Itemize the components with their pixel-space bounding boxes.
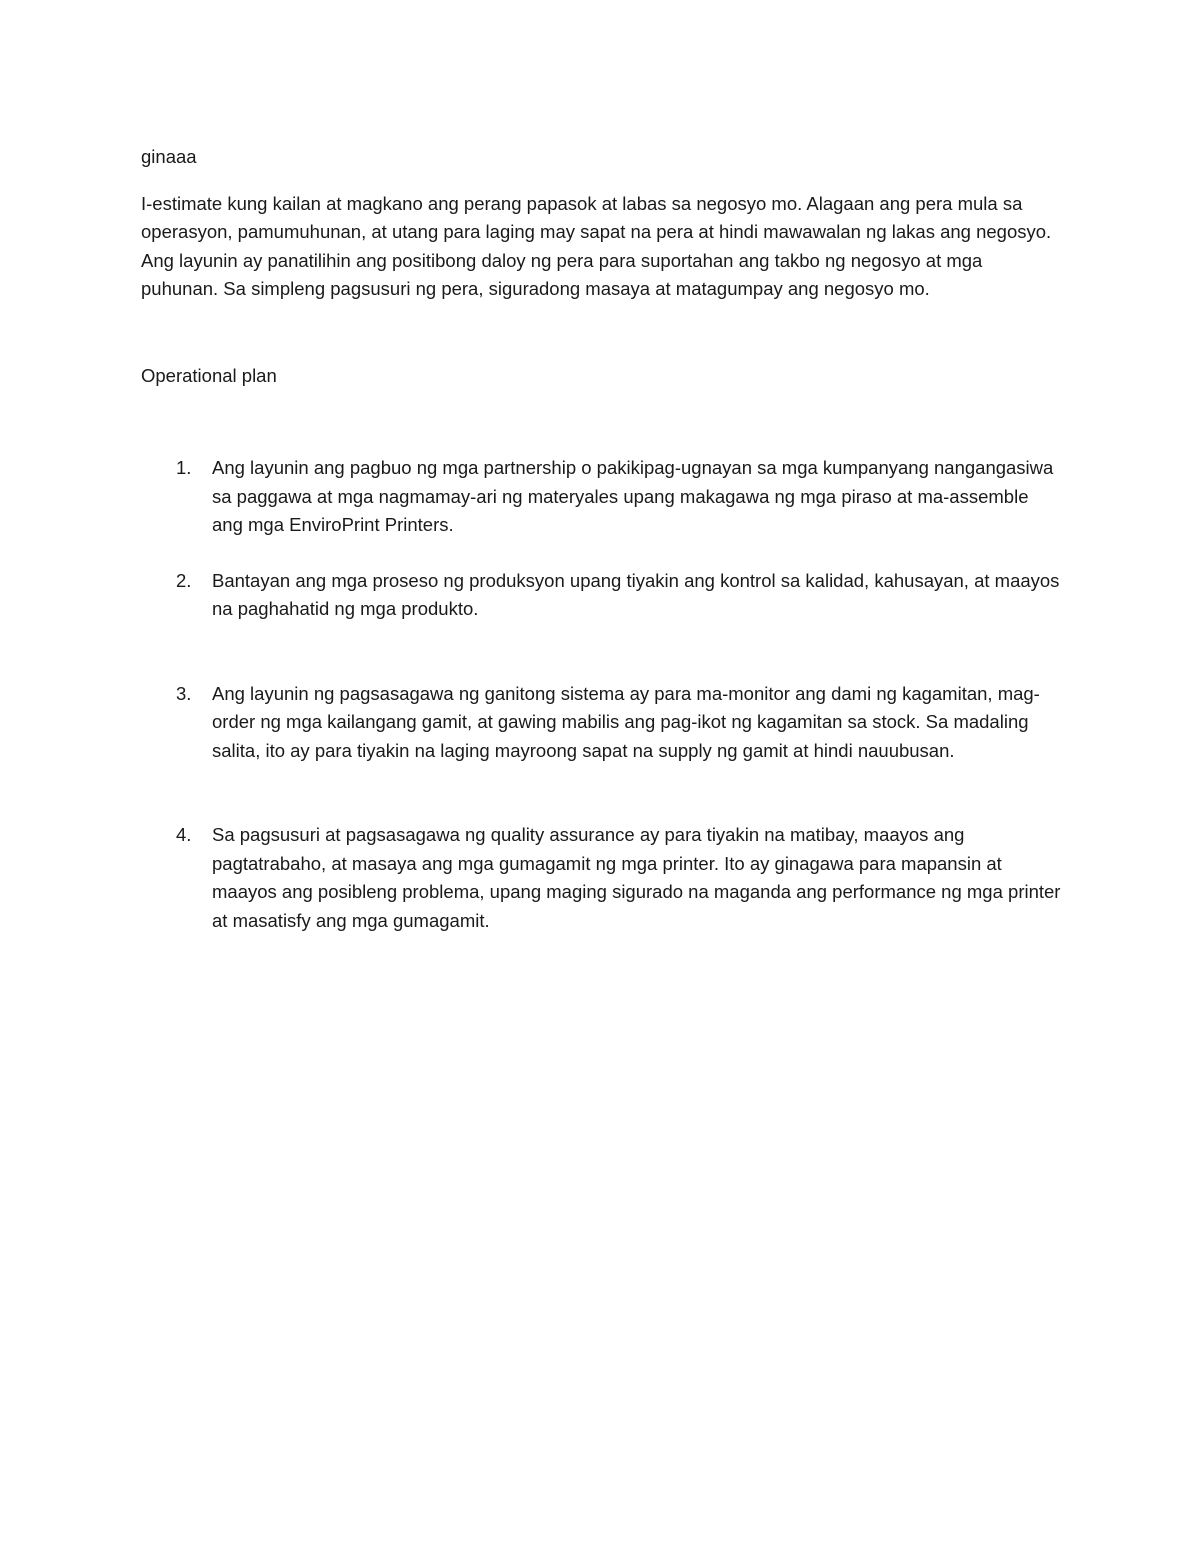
list-item-number: 2. bbox=[176, 569, 192, 591]
list-item-text: Ang layunin ng pagsasagawa ng ganitong sistema ay para ma-monitor ang dami ng kagamitan, mag-order ng mga kailangang gamit, at gawing mabilis ang pag-ikot ng kagamitan sa stock. Sa madaling salita, ito ay para tiyakin na laging mayroong sapat na supply ng gamit at hindi nauubusan. bbox=[212, 682, 1040, 761]
document-title: ginaaa bbox=[141, 146, 197, 167]
list-item-text: Bantayan ang mga proseso ng produksyon upang tiyakin ang kontrol sa kalidad, kahusayan, at maayos na paghahatid ng mga produkto. bbox=[212, 569, 1060, 619]
list-item-text: Ang layunin ang pagbuo ng mga partnership o pakikipag-ugnayan sa mga kumpanyang nangangasiwa sa paggawa at mga nagmamay-ari ng materyales upang makagawa ng mga piraso at ma-assemble ang mga EnviroPrint Printers. bbox=[212, 457, 1054, 535]
list-item-number: 4. bbox=[176, 824, 192, 845]
list-item bbox=[141, 567, 1061, 624]
list-item bbox=[141, 454, 1061, 540]
section-heading: Operational plan bbox=[141, 364, 277, 386]
list-item-number: 1. bbox=[176, 457, 192, 478]
intro-paragraph: I-estimate kung kailan at magkano ang perang papasok at labas sa negosyo mo. Alagaan ang pera mula sa operasyon, pamumuhunan, at utang para laging may sapat na pera at hindi mawawalan ng lakas ang negosyo. Ang layunin ay panatilihin ang positibong daloy ng pera para suportahan ang takbo ng negosyo at mga puhunan. Sa simpleng pagsusuri ng pera, siguradong masaya at matagumpay ang negosyo mo. bbox=[141, 192, 1052, 299]
list-item-number: 3. bbox=[176, 682, 192, 704]
list-item-text: Sa pagsusuri at pagsasagawa ng quality assurance ay para tiyakin na matibay, maayos ang pagtatrabaho, at masaya ang mga gumagamit ng mga printer. Ito ay ginagawa para mapansin at maayos ang posibleng problema, upang maging sigurado na maganda ang performance ng mga printer at masatisfy ang mga gumagamit. bbox=[212, 824, 1061, 931]
document-body bbox=[141, 143, 1061, 935]
list-item bbox=[141, 680, 1061, 766]
operational-plan-list bbox=[141, 454, 1061, 935]
list-item bbox=[141, 821, 1061, 935]
